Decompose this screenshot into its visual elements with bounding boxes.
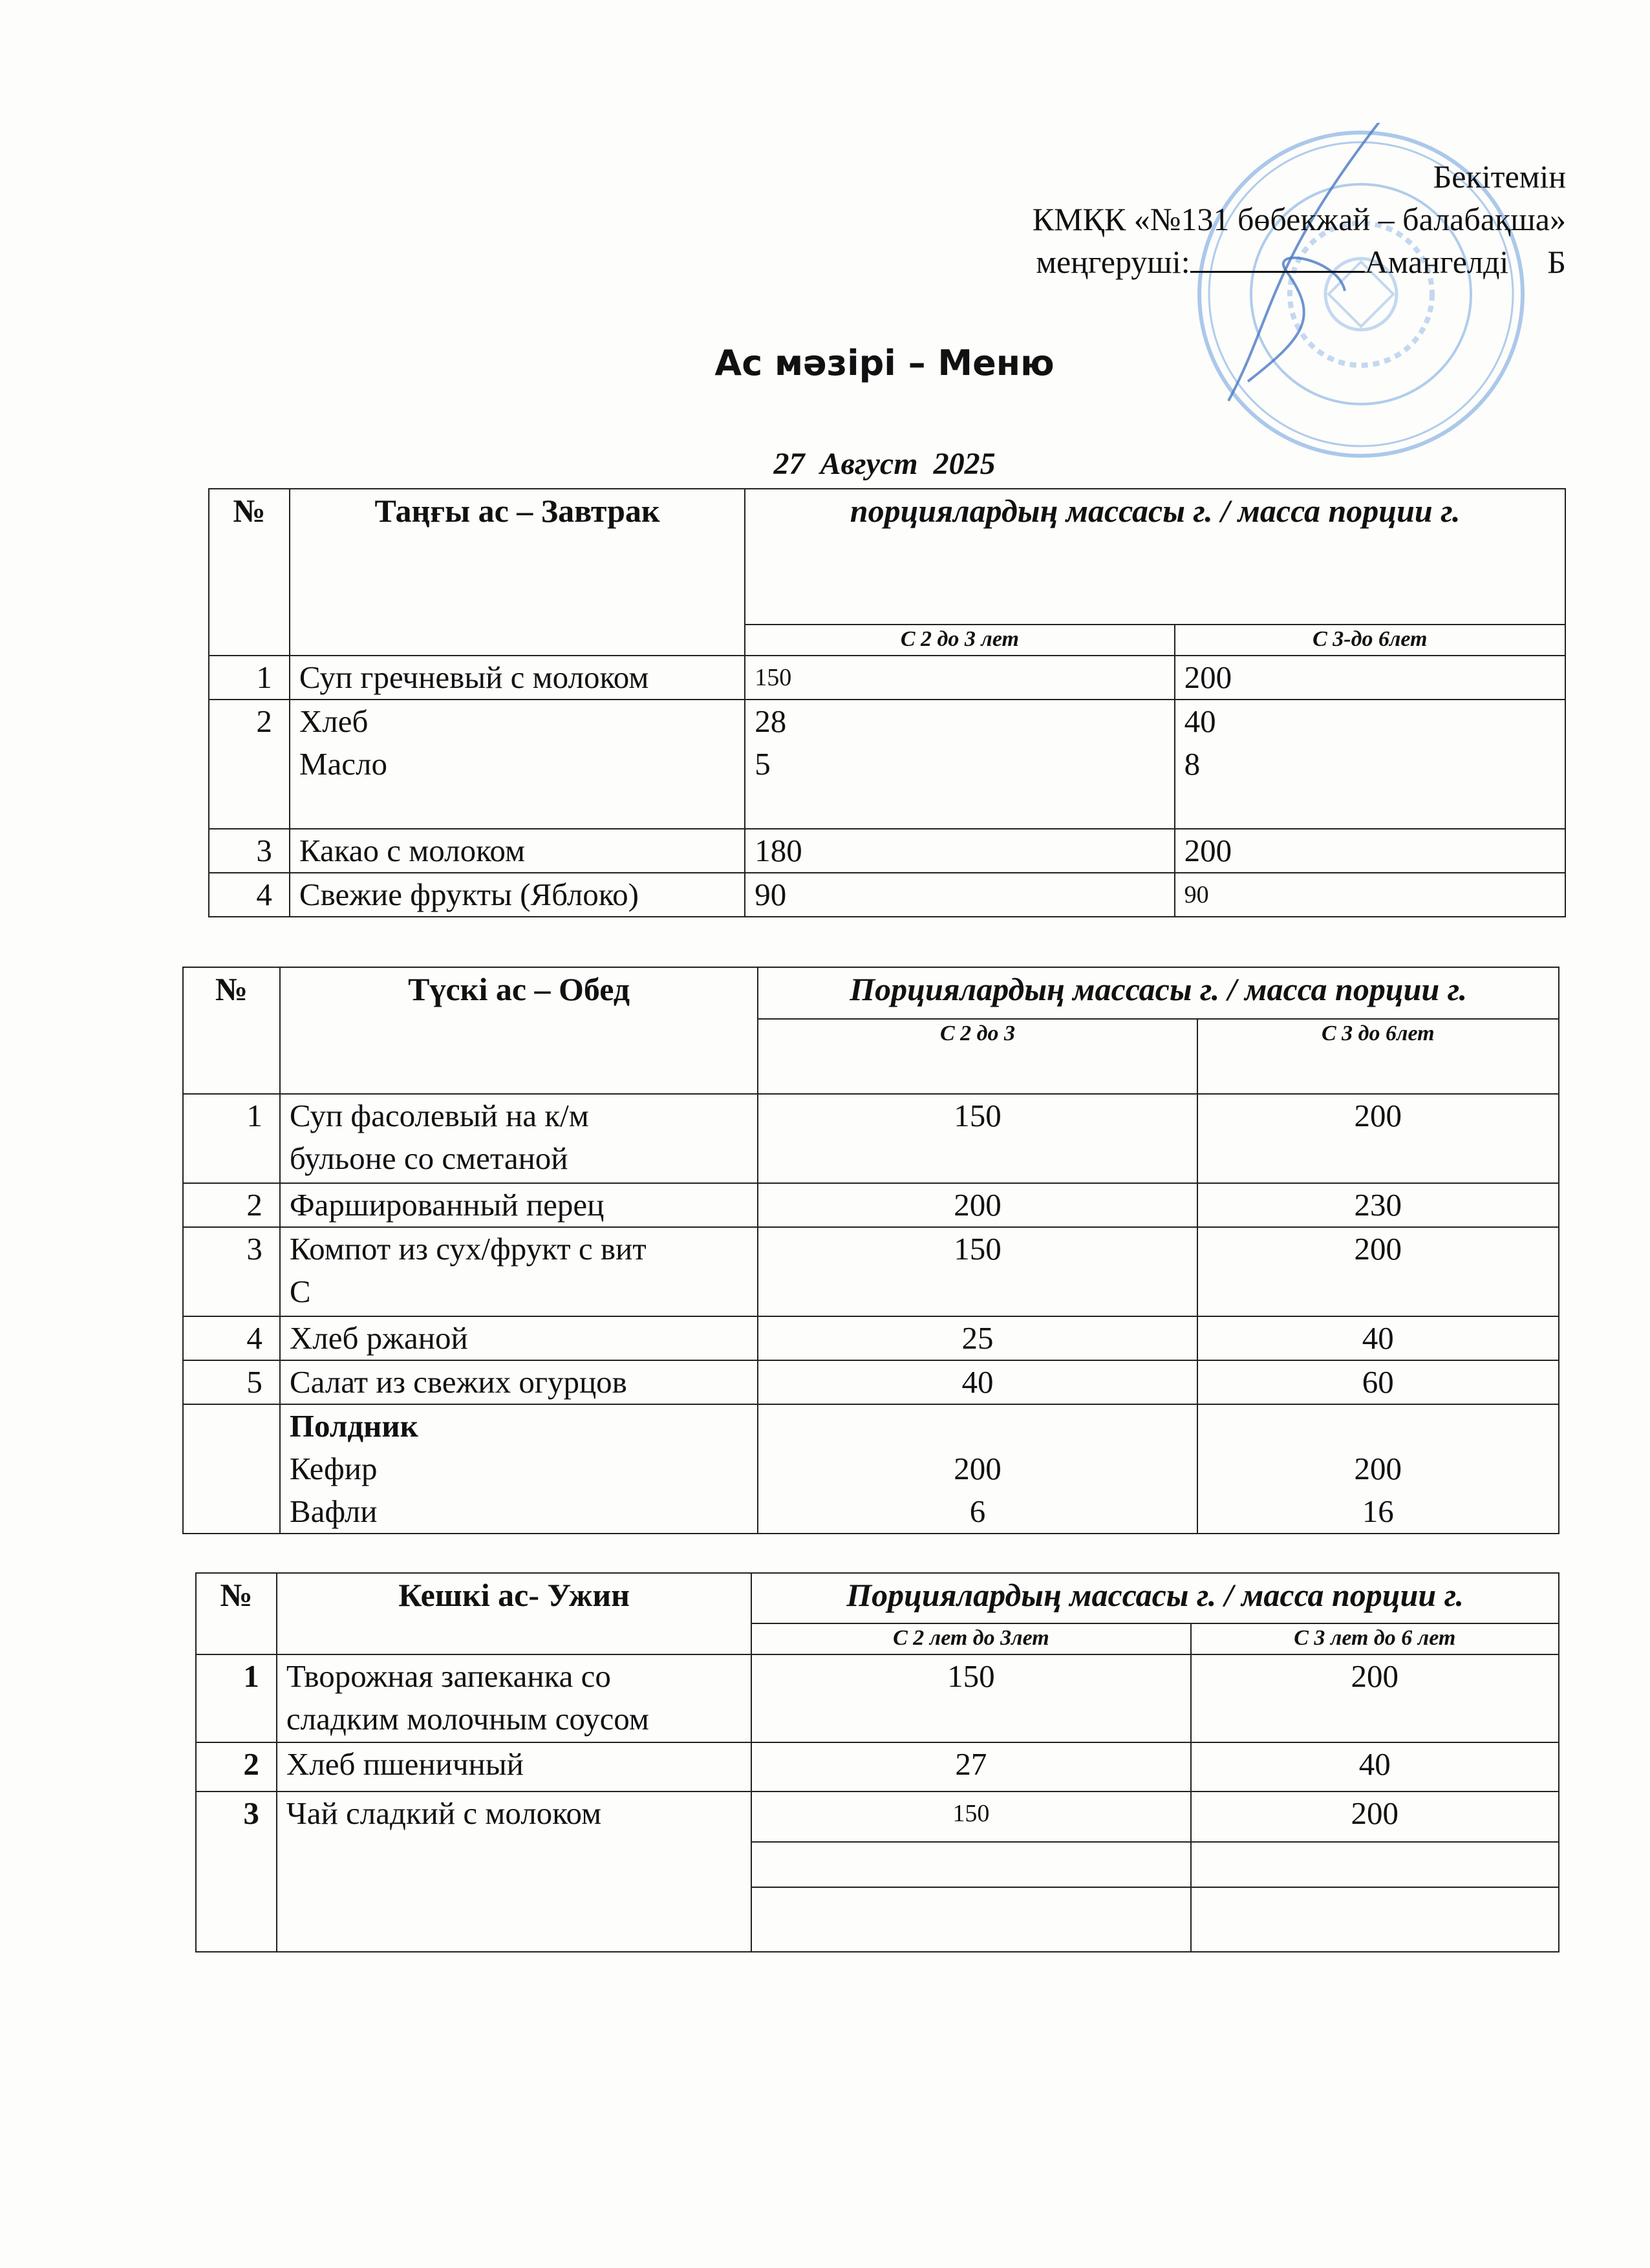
- age-group-2-header: С 3 лет до 6 лет: [1191, 1623, 1559, 1654]
- dish-name: Суп гречневый с молоком: [290, 656, 745, 700]
- portion-line: 6: [969, 1493, 986, 1529]
- dish-line: Творожная запеканка со: [286, 1658, 611, 1694]
- portion-age1: 180: [745, 829, 1174, 873]
- col-meal-header: Түскі ас – Обед: [280, 967, 758, 1094]
- table-row: [209, 873, 1565, 917]
- portion-line: 8: [1184, 746, 1201, 782]
- breakfast-table: [208, 488, 1566, 917]
- row-number: 2: [183, 1183, 280, 1227]
- dish-line: Масло: [299, 746, 387, 782]
- table-row: [209, 656, 1565, 700]
- dish-line: С: [289, 1274, 311, 1309]
- portion-age2: 40: [1197, 1316, 1559, 1360]
- snack-items: [280, 1404, 758, 1534]
- portion-line: 16: [1362, 1493, 1394, 1529]
- portion-age1: 150: [745, 656, 1174, 700]
- dish-name: Хлеб ржаной: [280, 1316, 758, 1360]
- approval-block: [1033, 155, 1566, 283]
- dish-line: бульоне со сметаной: [289, 1140, 568, 1176]
- dish-name: Чай сладкий с молоком: [277, 1792, 751, 1952]
- dish-name: [290, 700, 745, 829]
- age-group-2-header: С 3 до 6лет: [1197, 1019, 1559, 1094]
- row-number: 3: [209, 829, 290, 873]
- row-number: 5: [183, 1360, 280, 1404]
- portion-age2: 200: [1197, 1094, 1559, 1183]
- menu-date: [0, 446, 1650, 482]
- portion-age1: 40: [758, 1360, 1197, 1404]
- table-row: [209, 829, 1565, 873]
- dish-name: [280, 1227, 758, 1316]
- dinner-table: [195, 1572, 1559, 1952]
- table-row: [183, 1316, 1559, 1360]
- dish-line: Кефир: [289, 1451, 378, 1486]
- dish-name: [277, 1654, 751, 1742]
- lunch-table: [182, 967, 1559, 1534]
- portion-line: 40: [1184, 703, 1216, 739]
- portion-age2: 200: [1191, 1792, 1559, 1842]
- portion-age1: 90: [745, 873, 1174, 917]
- col-number-header: №: [196, 1573, 277, 1654]
- portion-age2: 40: [1191, 1742, 1559, 1792]
- portion-line: 28: [755, 703, 787, 739]
- dish-name: Фаршированный перец: [280, 1183, 758, 1227]
- dish-line: Суп фасолевый на к/м: [289, 1098, 589, 1133]
- row-number: 4: [209, 873, 290, 917]
- page-title: Ас мәзірі – Меню: [714, 343, 1055, 383]
- portion-age1: 150: [751, 1654, 1190, 1742]
- portion-age1: 27: [751, 1742, 1190, 1792]
- date-day: 27: [773, 447, 805, 481]
- row-number: 1: [183, 1094, 280, 1183]
- col-meal-header: Кешкі ас- Ужин: [277, 1573, 751, 1654]
- date-month: Август: [820, 447, 918, 481]
- dish-line: сладким молочным соусом: [286, 1701, 649, 1737]
- date-year: 2025: [933, 447, 996, 481]
- table-row: [196, 1792, 1559, 1842]
- dish-name: Какао с молоком: [290, 829, 745, 873]
- portion-line: 200: [954, 1451, 1002, 1486]
- dish-name: Салат из свежих огурцов: [280, 1360, 758, 1404]
- age-group-1-header: С 2 до 3: [758, 1019, 1197, 1094]
- portion-age2: 200: [1175, 829, 1565, 873]
- portion-age1: 150: [751, 1792, 1190, 1842]
- age-group-1-header: С 2 до 3 лет: [745, 625, 1174, 656]
- approval-signature-line: [1033, 241, 1566, 283]
- portion-age1: 150: [758, 1227, 1197, 1316]
- portion-age2: 90: [1175, 873, 1565, 917]
- col-mass-header: Порциялардың массасы г. / масса порции г.: [751, 1573, 1559, 1623]
- row-number: 4: [183, 1316, 280, 1360]
- director-initial: Б: [1547, 244, 1566, 280]
- table-row: [183, 1360, 1559, 1404]
- row-number: 2: [209, 700, 290, 829]
- dish-name: [280, 1094, 758, 1183]
- organization-name: КМҚК «№131 бөбекжай – балабақша»: [1032, 201, 1566, 237]
- table-row: [183, 1227, 1559, 1316]
- row-number: 3: [196, 1792, 277, 1952]
- director-role: меңгеруші:: [1036, 244, 1190, 280]
- col-mass-header: порциялардың массасы г. / масса порции г.: [745, 489, 1565, 625]
- table-row: [209, 700, 1565, 829]
- portion-line: 5: [755, 746, 771, 782]
- col-number-header: №: [209, 489, 290, 656]
- portion-age2: 230: [1197, 1183, 1559, 1227]
- row-number: 3: [183, 1227, 280, 1316]
- portion-age2: 60: [1197, 1360, 1559, 1404]
- portion-age2: [1197, 1404, 1559, 1534]
- row-number: 2: [196, 1742, 277, 1792]
- portion-age2: 200: [1197, 1227, 1559, 1316]
- dish-line: Вафли: [289, 1493, 378, 1529]
- age-group-2-header: С 3-до 6лет: [1175, 625, 1565, 656]
- portion-age1: 25: [758, 1316, 1197, 1360]
- dish-name: Хлеб пшеничный: [277, 1742, 751, 1792]
- portion-age1: 150: [758, 1094, 1197, 1183]
- portion-age1: [745, 700, 1174, 829]
- portion-age2: [1175, 700, 1565, 829]
- portion-line: 200: [1354, 1451, 1402, 1486]
- approval-title: Бекітемін: [1433, 158, 1566, 195]
- table-row: [196, 1742, 1559, 1792]
- dish-line: Хлеб: [299, 703, 369, 739]
- dish-name: Свежие фрукты (Яблоко): [290, 873, 745, 917]
- portion-age1: 200: [758, 1183, 1197, 1227]
- col-meal-header: Таңғы ас – Завтрак: [290, 489, 745, 656]
- row-number: 1: [196, 1654, 277, 1742]
- snack-title: Полдник: [289, 1408, 418, 1444]
- table-row: [183, 1094, 1559, 1183]
- table-row: [183, 1183, 1559, 1227]
- portion-age1: [758, 1404, 1197, 1534]
- signature-blank: [1190, 245, 1365, 273]
- portion-age2: 200: [1175, 656, 1565, 700]
- col-number-header: №: [183, 967, 280, 1094]
- row-number: 1: [209, 656, 290, 700]
- table-row: [196, 1654, 1559, 1742]
- dish-line: Компот из сух/фрукт с вит: [289, 1231, 647, 1267]
- age-group-1-header: С 2 лет до 3лет: [751, 1623, 1190, 1654]
- portion-age2: 200: [1191, 1654, 1559, 1742]
- col-mass-header: Порциялардың массасы г. / масса порции г.: [758, 967, 1559, 1019]
- director-name: Амангелді: [1364, 244, 1509, 280]
- snack-row: [183, 1404, 1559, 1534]
